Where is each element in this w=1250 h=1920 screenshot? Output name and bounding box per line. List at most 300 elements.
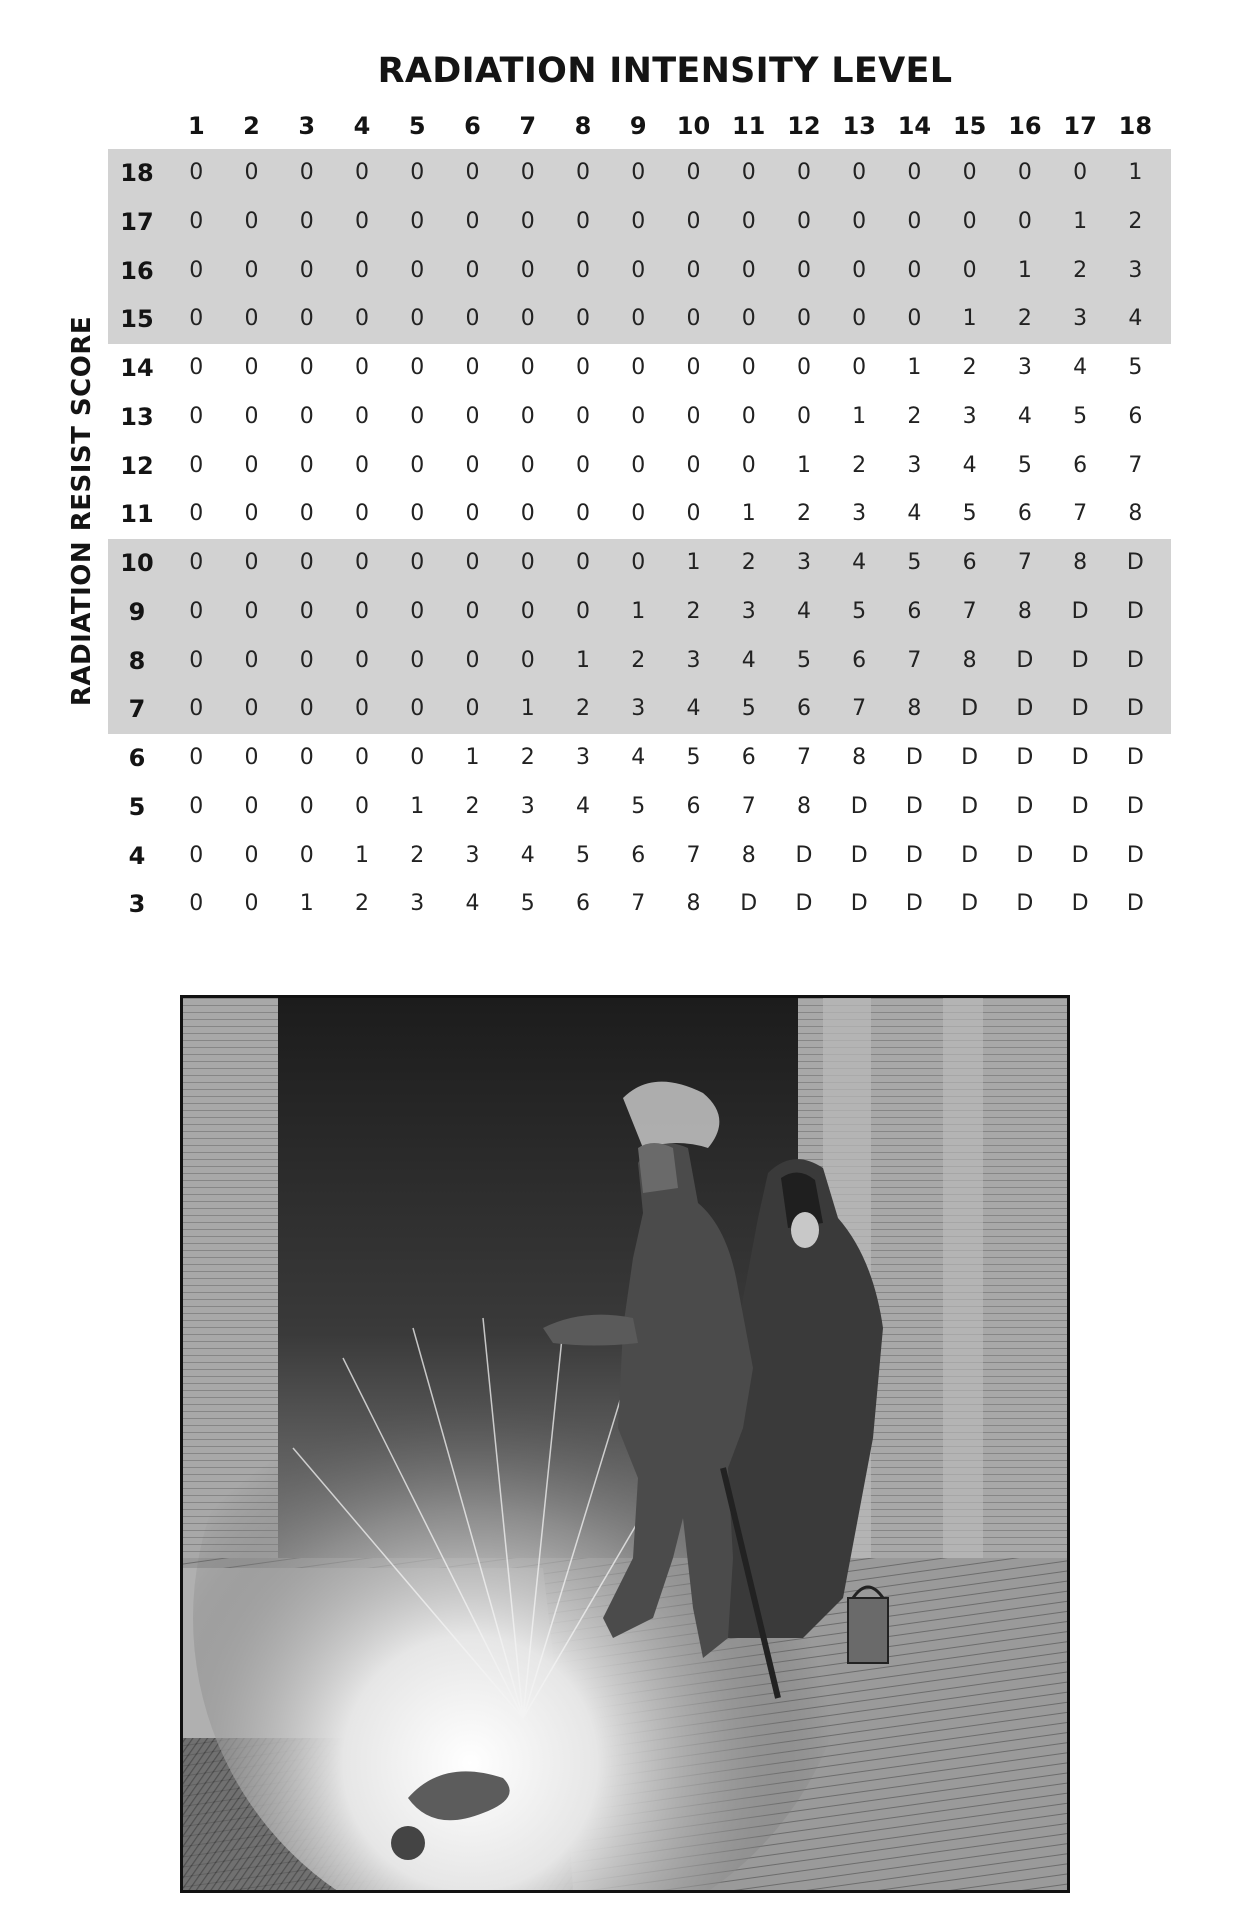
table-cell: 0 <box>575 306 590 332</box>
column-header: 17 <box>1063 112 1097 140</box>
table-cell: 0 <box>686 257 701 283</box>
table-cell: 0 <box>410 452 425 478</box>
table-cell: 0 <box>631 550 646 575</box>
row-header: 16 <box>120 256 154 285</box>
table-cell: D <box>961 745 979 770</box>
table-cell: 0 <box>410 647 425 673</box>
table-cell: 5 <box>631 793 646 819</box>
table-cell: D <box>1016 647 1034 673</box>
table-cell: 0 <box>355 452 370 478</box>
table-cell: 4 <box>575 793 590 819</box>
table-cell: 8 <box>796 793 811 819</box>
table-cell: 5 <box>741 696 756 722</box>
table-cell: 0 <box>796 208 811 234</box>
table-cell: D <box>1126 550 1144 575</box>
table-cell: 0 <box>520 306 535 332</box>
table-cell: 0 <box>244 891 259 917</box>
table-cell: 0 <box>189 891 204 917</box>
table-cell: 0 <box>189 745 204 770</box>
table-cell: 0 <box>299 745 314 770</box>
table-cell: 1 <box>575 647 590 673</box>
table-cell: 0 <box>189 208 204 234</box>
table-cell: D <box>905 745 923 770</box>
table-cell: 1 <box>852 403 867 429</box>
table-cell: D <box>905 793 923 819</box>
table-cell: 8 <box>852 745 867 770</box>
table-cell: 0 <box>741 160 756 185</box>
table-cell: 4 <box>796 598 811 624</box>
table-cell: 0 <box>299 306 314 332</box>
table-cell: 0 <box>299 793 314 819</box>
table-cell: 0 <box>796 355 811 380</box>
table-cell: 5 <box>686 745 701 770</box>
table-cell: 3 <box>1128 257 1143 283</box>
column-header: 14 <box>897 112 932 140</box>
column-header: 5 <box>408 112 426 140</box>
table-cell: 0 <box>520 501 535 527</box>
table-cell: 0 <box>686 306 701 332</box>
table-cell: D <box>1016 842 1034 868</box>
row-header: 15 <box>120 305 154 334</box>
table-cell: 0 <box>244 647 259 673</box>
table-cell: 0 <box>741 403 756 429</box>
table-cell: 0 <box>299 160 314 185</box>
table-cell: 2 <box>410 842 425 868</box>
table-cell: D <box>1016 891 1034 917</box>
table-cell: 0 <box>244 257 259 283</box>
table-cell: 0 <box>520 403 535 429</box>
row-header: 18 <box>120 159 154 187</box>
table-cell: 0 <box>741 306 756 332</box>
table-cell: 4 <box>962 452 977 478</box>
table-cell: 0 <box>686 501 701 527</box>
table-cell: 0 <box>465 501 480 527</box>
column-header: 13 <box>842 112 876 140</box>
row-header: 12 <box>120 451 154 480</box>
table-cell: D <box>1126 745 1144 770</box>
row-header: 4 <box>128 841 146 870</box>
table-cell: 0 <box>575 160 590 185</box>
row-axis-label: RADIATION RESIST SCORE <box>67 315 97 707</box>
table-cell: 0 <box>244 696 259 722</box>
table-cell: 0 <box>575 355 590 380</box>
table-cell: 3 <box>631 696 646 722</box>
table-cell: 0 <box>410 501 425 527</box>
table-cell: 0 <box>299 598 314 624</box>
table-cell: 1 <box>1128 160 1143 185</box>
table-cell: 0 <box>465 306 480 332</box>
table-cell: 0 <box>189 257 204 283</box>
table-cell: 0 <box>410 598 425 624</box>
table-cell: 0 <box>686 160 701 185</box>
table-cell: 0 <box>355 403 370 429</box>
table-cell: 0 <box>355 355 370 380</box>
table-cell: 6 <box>631 842 646 868</box>
table-cell: 0 <box>465 355 480 380</box>
table-cell: 0 <box>299 696 314 722</box>
table-cell: 4 <box>907 501 922 527</box>
table-cell: 0 <box>686 403 701 429</box>
table-cell: 0 <box>244 745 259 770</box>
table-cell: 7 <box>962 598 977 624</box>
table-cell: 0 <box>299 647 314 673</box>
table-cell: 0 <box>796 160 811 185</box>
table-cell: 0 <box>796 257 811 283</box>
column-header: 3 <box>298 112 316 140</box>
table-cell: 3 <box>520 793 535 819</box>
table-cell: 4 <box>1128 306 1143 332</box>
table-cell: 0 <box>189 501 204 527</box>
engraving-illustration <box>180 995 1070 1893</box>
table-cell: 3 <box>962 403 977 429</box>
table-cell: 0 <box>410 160 425 185</box>
table-cell: 0 <box>299 403 314 429</box>
table-cell: D <box>961 842 979 868</box>
row-header: 17 <box>120 207 154 236</box>
table-cell: 4 <box>465 891 480 917</box>
table-cell: 2 <box>520 745 535 770</box>
table-cell: 0 <box>520 647 535 673</box>
table-cell: 0 <box>244 306 259 332</box>
table-cell: D <box>1126 696 1144 722</box>
table-cell: 0 <box>575 452 590 478</box>
column-header: 8 <box>574 112 592 140</box>
table-cell: 0 <box>355 647 370 673</box>
table-cell: 0 <box>299 550 314 575</box>
table-cell: 6 <box>852 647 867 673</box>
table-cell: 7 <box>1073 501 1088 527</box>
table-cell: D <box>795 842 813 868</box>
table-cell: 0 <box>410 306 425 332</box>
table-cell: 0 <box>520 208 535 234</box>
table-cell: 6 <box>575 891 590 917</box>
table-cell: 2 <box>355 891 370 917</box>
column-header: 11 <box>731 112 766 140</box>
table-cell: 8 <box>686 891 701 917</box>
table-cell: 2 <box>962 355 977 380</box>
table-cell: D <box>1126 647 1144 673</box>
table-cell: 6 <box>962 550 977 575</box>
table-cell: 5 <box>1128 355 1143 380</box>
table-cell: D <box>1016 745 1034 770</box>
table-cell: 3 <box>741 598 756 624</box>
column-header: 9 <box>629 112 647 140</box>
table-cell: 0 <box>575 501 590 527</box>
table-cell: 0 <box>631 208 646 234</box>
table-cell: 2 <box>796 501 811 527</box>
table-cell: 8 <box>1017 598 1032 624</box>
table-cell: 7 <box>852 696 867 722</box>
table-cell: 7 <box>741 793 756 819</box>
table-cell: D <box>1016 696 1034 722</box>
table-cell: 4 <box>1073 355 1088 380</box>
table-cell: 0 <box>631 355 646 380</box>
table-cell: 2 <box>686 598 701 624</box>
table-cell: 8 <box>1128 501 1143 527</box>
table-cell: 0 <box>631 160 646 185</box>
table-cell: 3 <box>852 501 867 527</box>
table-cell: 1 <box>907 355 922 380</box>
table-cell: 1 <box>1073 208 1088 234</box>
table-cell: 0 <box>189 306 204 332</box>
table-cell: 2 <box>575 696 590 722</box>
table-cell: 1 <box>962 306 977 332</box>
table-cell: D <box>1126 598 1144 624</box>
table-cell: 3 <box>465 842 480 868</box>
table-cell: 0 <box>852 160 867 185</box>
table-cell: 0 <box>189 355 204 380</box>
table-cell: 0 <box>907 208 922 234</box>
table-cell: 0 <box>686 208 701 234</box>
table-cell: 1 <box>1017 257 1032 283</box>
table-cell: D <box>905 891 923 917</box>
table-cell: 5 <box>1073 403 1088 429</box>
table-cell: 1 <box>520 696 535 722</box>
row-header: 9 <box>128 597 146 626</box>
table-cell: 3 <box>1017 355 1032 380</box>
table-cell: 0 <box>465 452 480 478</box>
table-cell: 0 <box>410 257 425 283</box>
table-cell: 2 <box>852 452 867 478</box>
table-cell: 1 <box>465 745 480 770</box>
table-cell: 0 <box>355 306 370 332</box>
table-cell: D <box>1071 745 1089 770</box>
table-cell: 2 <box>907 403 922 429</box>
table-cell: 0 <box>520 160 535 185</box>
table-cell: 0 <box>410 696 425 722</box>
table-cell: D <box>1071 647 1089 673</box>
row-header: 10 <box>120 549 154 577</box>
table-cell: 0 <box>410 355 425 380</box>
table-cell: 0 <box>410 550 425 575</box>
table-cell: 0 <box>244 793 259 819</box>
table-cell: D <box>740 891 758 917</box>
table-cell: 5 <box>907 550 922 575</box>
table-cell: 0 <box>631 403 646 429</box>
table-cell: 0 <box>852 355 867 380</box>
table-cell: 0 <box>355 696 370 722</box>
table-cell: 0 <box>189 793 204 819</box>
table-cell: 0 <box>741 452 756 478</box>
table-cell: 8 <box>1073 550 1088 575</box>
table-cell: 4 <box>1017 403 1032 429</box>
table-cell: 6 <box>907 598 922 624</box>
table-cell: 0 <box>1017 208 1032 234</box>
row-header: 6 <box>128 744 146 772</box>
table-cell: 0 <box>1017 160 1032 185</box>
table-cell: 0 <box>189 598 204 624</box>
table-cell: 0 <box>299 208 314 234</box>
table-cell: 0 <box>189 452 204 478</box>
table-cell: 0 <box>244 501 259 527</box>
table-cell: 2 <box>631 647 646 673</box>
table-cell: 0 <box>355 793 370 819</box>
table-cell: 0 <box>189 647 204 673</box>
table-cell: 1 <box>299 891 314 917</box>
column-header: 7 <box>519 112 537 140</box>
table-cell: 0 <box>189 550 204 575</box>
table-cell: 0 <box>962 160 977 185</box>
table-cell: 0 <box>575 403 590 429</box>
table-cell: D <box>961 793 979 819</box>
table-cell: 0 <box>355 745 370 770</box>
table-cell: 0 <box>520 452 535 478</box>
table-cell: 0 <box>355 160 370 185</box>
table-cell: 0 <box>465 403 480 429</box>
table-cell: 0 <box>907 160 922 185</box>
table-cell: 2 <box>1017 306 1032 332</box>
table-cell: 5 <box>796 647 811 673</box>
table-cell: 0 <box>741 355 756 380</box>
table-cell: 0 <box>244 452 259 478</box>
row-header: 5 <box>128 792 146 821</box>
column-header: 4 <box>353 112 371 140</box>
column-header: 18 <box>1118 112 1153 140</box>
table-cell: D <box>1071 891 1089 917</box>
table-cell: 0 <box>299 257 314 283</box>
table-cell: 6 <box>686 793 701 819</box>
table-cell: 0 <box>465 598 480 624</box>
column-header: 10 <box>676 112 711 140</box>
table-cell: 0 <box>410 403 425 429</box>
table-cell: D <box>1071 696 1089 722</box>
column-header: 1 <box>187 112 205 140</box>
table-cell: 0 <box>907 306 922 332</box>
table-cell: 8 <box>907 696 922 722</box>
table-cell: 7 <box>631 891 646 917</box>
table-cell: 0 <box>465 647 480 673</box>
table-cell: 1 <box>631 598 646 624</box>
column-header: 6 <box>464 112 481 140</box>
table-cell: D <box>961 696 979 722</box>
table-cell: 0 <box>465 696 480 722</box>
table-cell: 0 <box>355 550 370 575</box>
table-cell: 7 <box>907 647 922 673</box>
table-cell: 0 <box>741 257 756 283</box>
table-cell: D <box>1126 842 1144 868</box>
table-cell: 5 <box>852 598 867 624</box>
column-header: 16 <box>1008 112 1042 140</box>
table-cell: 5 <box>520 891 535 917</box>
table-cell: 0 <box>631 257 646 283</box>
table-cell: D <box>1126 891 1144 917</box>
table-cell: 0 <box>852 257 867 283</box>
table-cell: 0 <box>244 403 259 429</box>
table-cell: 0 <box>575 208 590 234</box>
table-cell: 0 <box>189 160 204 185</box>
table-cell: 0 <box>244 355 259 380</box>
table-cell: 2 <box>465 793 480 819</box>
table-cell: D <box>1071 598 1089 624</box>
table-cell: 6 <box>796 696 811 722</box>
table-cell: 0 <box>189 403 204 429</box>
table-cell: 2 <box>741 550 756 575</box>
row-header: 8 <box>128 646 146 675</box>
table-cell: D <box>905 842 923 868</box>
table-cell: 4 <box>686 696 701 722</box>
table-cell: 0 <box>244 842 259 868</box>
table-cell: 7 <box>686 842 701 868</box>
table-cell: 0 <box>631 501 646 527</box>
table-cell: D <box>961 891 979 917</box>
row-header: 3 <box>128 890 146 919</box>
table-cell: 0 <box>465 160 480 185</box>
table-cell: 1 <box>796 452 811 478</box>
table-cell: D <box>850 891 868 917</box>
table-cell: 0 <box>244 160 259 185</box>
row-header: 14 <box>120 354 154 382</box>
table-cell: 0 <box>244 598 259 624</box>
table-cell: 0 <box>631 452 646 478</box>
table-cell: 1 <box>355 842 370 868</box>
table-cell: 0 <box>465 550 480 575</box>
table-cell: 4 <box>520 842 535 868</box>
table-cell: 0 <box>686 452 701 478</box>
table-cell: 0 <box>299 452 314 478</box>
row-header: 7 <box>128 695 146 724</box>
table-cell: D <box>1071 793 1089 819</box>
table-cell: 0 <box>796 403 811 429</box>
table-cell: 3 <box>686 647 701 673</box>
table-cell: 6 <box>1128 403 1143 429</box>
table-cell: 1 <box>686 550 701 575</box>
table-cell: 0 <box>520 355 535 380</box>
table-cell: 0 <box>852 208 867 234</box>
table-cell: 0 <box>1073 160 1088 185</box>
table-cell: D <box>850 793 868 819</box>
table-cell: 0 <box>299 355 314 380</box>
table-cell: 3 <box>796 550 811 575</box>
table-cell: 0 <box>355 598 370 624</box>
table-title: RADIATION INTENSITY LEVEL <box>377 51 953 91</box>
table-cell: 0 <box>410 208 425 234</box>
table-cell: 0 <box>465 208 480 234</box>
engraving-knight-and-monk-image <box>183 998 1067 1890</box>
table-cell: 3 <box>907 452 922 478</box>
table-cell: 0 <box>962 257 977 283</box>
table-cell: 0 <box>852 306 867 332</box>
table-cell: 6 <box>741 745 756 770</box>
table-cell: 0 <box>520 598 535 624</box>
table-cell: D <box>1126 793 1144 819</box>
table-cell: 0 <box>575 257 590 283</box>
table-cell: 0 <box>520 257 535 283</box>
table-cell: 0 <box>189 696 204 722</box>
table-cell: 7 <box>1017 550 1032 575</box>
table-cell: 0 <box>299 501 314 527</box>
table-cell: 0 <box>631 306 646 332</box>
table-cell: 5 <box>575 842 590 868</box>
table-cell: D <box>1016 793 1034 819</box>
table-cell: 0 <box>410 745 425 770</box>
table-cell: 6 <box>1073 452 1088 478</box>
table-cell: 0 <box>355 501 370 527</box>
table-cell: 0 <box>962 208 977 234</box>
column-header: 12 <box>787 112 821 140</box>
table-cell: 0 <box>355 257 370 283</box>
table-cell: 4 <box>852 550 867 575</box>
table-cell: 1 <box>410 793 425 819</box>
table-cell: 0 <box>355 208 370 234</box>
row-header: 13 <box>120 402 154 431</box>
table-cell: 5 <box>962 501 977 527</box>
table-cell: 3 <box>1073 306 1088 332</box>
table-cell: 3 <box>575 745 590 770</box>
table-cell: 8 <box>741 842 756 868</box>
table-cell: 0 <box>575 550 590 575</box>
table-cell: 0 <box>520 550 535 575</box>
table-cell: 0 <box>299 842 314 868</box>
